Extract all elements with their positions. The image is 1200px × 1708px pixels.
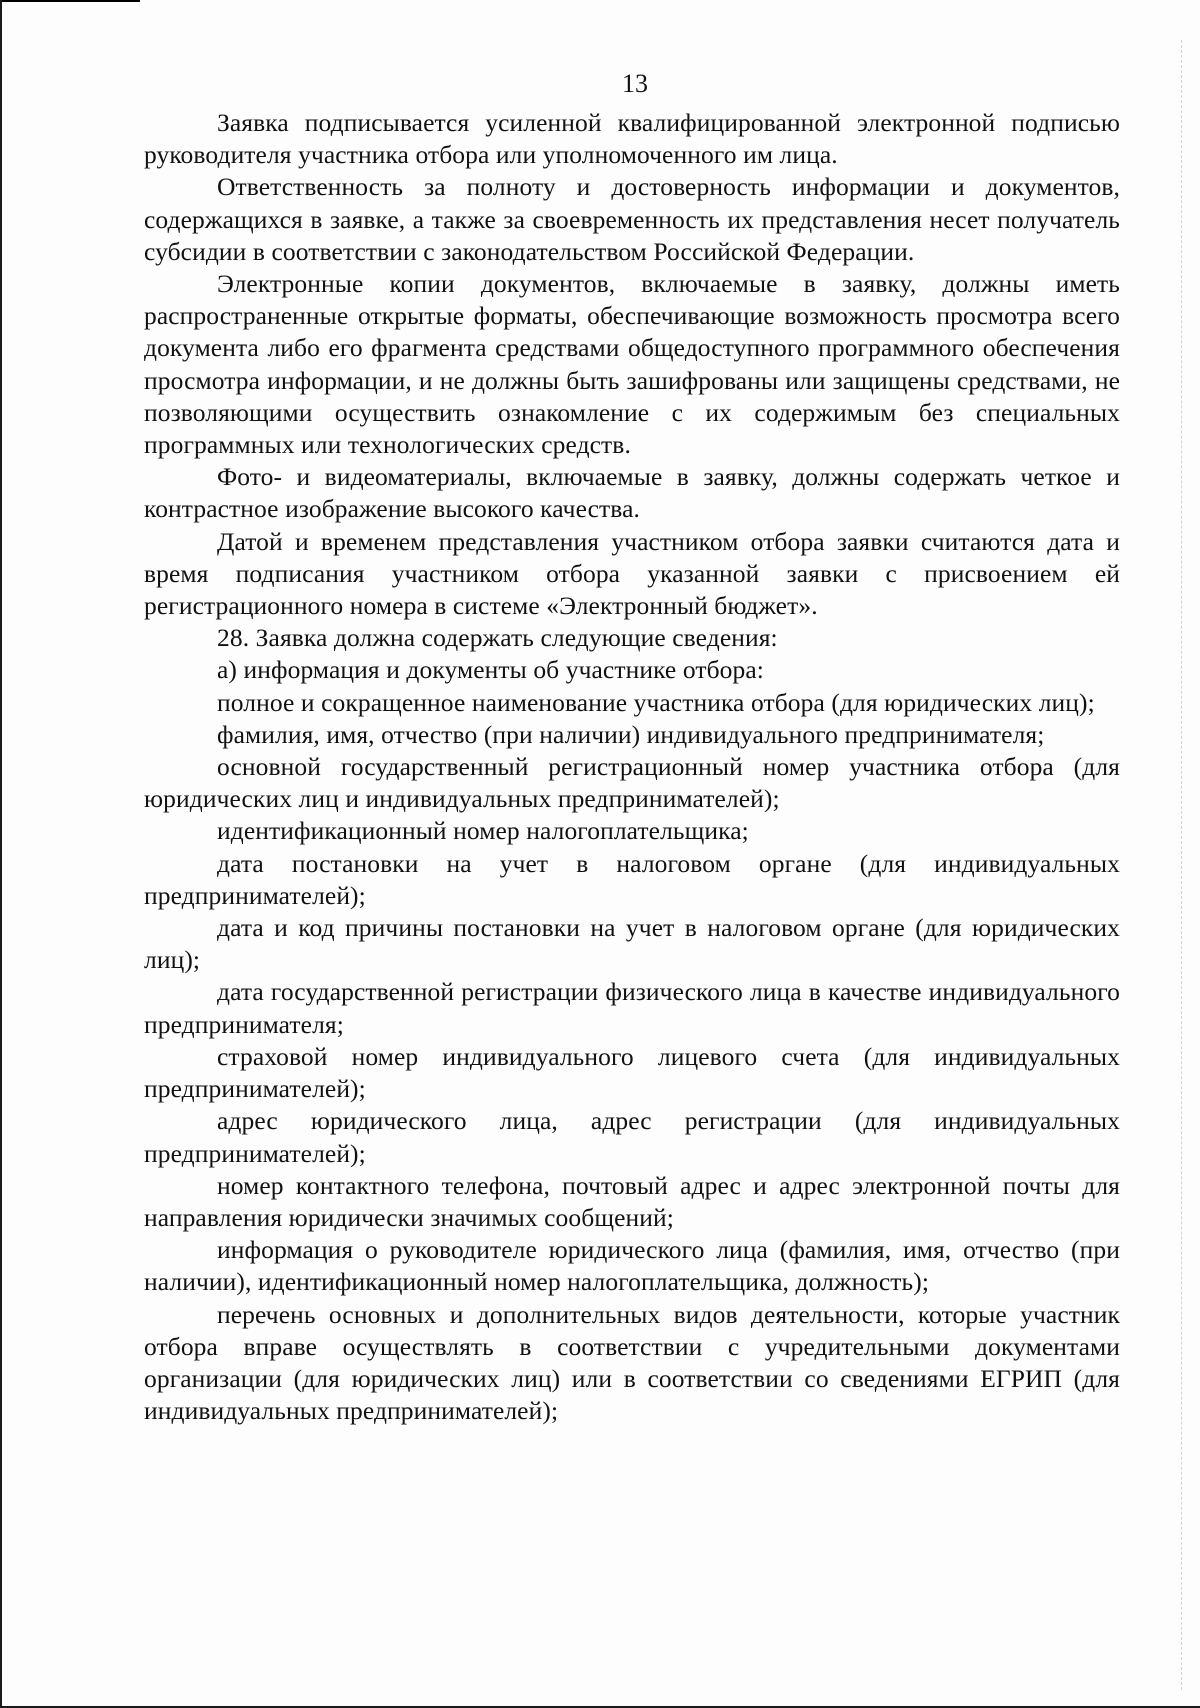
scan-edge-left [0, 0, 2, 1708]
paragraph-electronic-copies: Электронные копии документов, включаемые в заявку, должны иметь распространенные открытые форматы, обеспечивающие возможность просмотра всего документа либо его фрагмента средствами общедоступного программного обеспечения просмотра информации, и не должны быть зашифрованы или защищены средствами, не позволяющими осуществить ознакомление с их содержимым без специальных программных или технологических средств. [144, 269, 1120, 460]
list-item-head-info: информация о руководителе юридического лица (фамилия, имя, отчество (при наличии), идентификационный номер налогоплательщика, должность); [144, 1235, 1120, 1297]
list-item-state-registration-date: дата государственной регистрации физического лица в качестве индивидуального предпринимателя; [144, 977, 1120, 1039]
paragraph-item-28: 28. Заявка должна содержать следующие сведения: [217, 623, 778, 653]
list-item-fio: фамилия, имя, отчество (при наличии) индивидуального предпринимателя; [217, 719, 1045, 749]
document-body [144, 107, 1120, 1427]
paragraph-signature: Заявка подписывается усиленной квалифицированной электронной подписью руководителя участника отбора или уполномоченного им лица. [144, 108, 1120, 170]
paragraph-photo-video: Фото- и видеоматериалы, включаемые в заявку, должны содержать четкое и контрастное изображение высокого качества. [144, 462, 1120, 524]
scan-edge-right-marks [1179, 40, 1182, 1690]
list-item-address: адрес юридического лица, адрес регистрации (для индивидуальных предпринимателей); [144, 1106, 1120, 1168]
page-number: 13 [622, 69, 648, 98]
list-item-inn: идентификационный номер налогоплательщика; [217, 816, 749, 846]
list-item-activities: перечень основных и дополнительных видов деятельности, которые участник отбора вправе осуществлять в соответствии с учредительными документами организации (для юридических лиц) или в соответствии со сведениями ЕГРИП (для индивидуальных предпринимателей); [144, 1299, 1120, 1426]
scan-edge-top [0, 0, 140, 2]
paragraph-responsibility: Ответственность за полноту и достоверность информации и документов, содержащихся в заявке, а также за своевременность их представления несет получатель субсидии в соответствии с законодательством Российской Федерации. [144, 172, 1120, 266]
list-item-kpp: дата и код причины постановки на учет в налоговом органе (для юридических лиц); [144, 913, 1120, 975]
list-item-tax-registration-date: дата постановки на учет в налоговом органе (для индивидуальных предпринимателей); [144, 848, 1120, 910]
list-item-ogrn: основной государственный регистрационный номер участника отбора (для юридических лиц и индивидуальных предпринимателей); [144, 752, 1120, 814]
paragraph-subitem-a: а) информация и документы об участнике отбора: [217, 655, 764, 685]
paragraph-submission-date: Датой и временем представления участником отбора заявки считаются дата и время подписания участником отбора указанной заявки с присвоением ей регистрационного номера в системе «Электронный бюджет». [144, 526, 1120, 621]
list-item-name: полное и сокращенное наименование участника отбора (для юридических лиц); [217, 687, 1095, 717]
list-item-snils: страховой номер индивидуального лицевого счета (для индивидуальных предпринимателей); [144, 1041, 1120, 1104]
list-item-contacts: номер контактного телефона, почтовый адрес и адрес электронной почты для направления юридически значимых сообщений; [144, 1170, 1120, 1232]
